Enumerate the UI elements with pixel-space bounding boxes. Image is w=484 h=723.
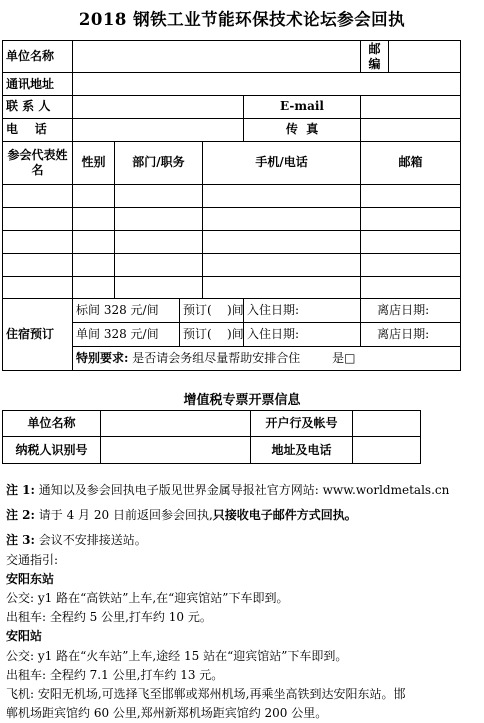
- gender-header: 性别: [73, 141, 115, 185]
- invoice-heading: 增值税专票开票信息: [183, 393, 301, 408]
- single-room-reserve[interactable]: 预订( )间: [180, 323, 244, 347]
- unit-name-label: 单位名称: [3, 41, 73, 73]
- standard-room-label: 标间 328 元/间: [73, 299, 180, 323]
- mobile-header: 手机/电话: [203, 141, 361, 185]
- dept-header: 部门/职务: [115, 141, 203, 185]
- special-label: 特别要求:: [76, 351, 129, 366]
- invoice-addr-label: 地址及电话: [251, 437, 353, 464]
- standard-room-checkout[interactable]: 离店日期:: [361, 299, 461, 323]
- invoice-taxid-field[interactable]: [101, 437, 251, 464]
- attendee-row[interactable]: [3, 276, 461, 299]
- note-3-text: 会议不安排接送站。: [38, 533, 147, 548]
- unit-name-field[interactable]: [73, 41, 361, 73]
- invoice-taxid-label: 纳税人识别号: [3, 437, 101, 464]
- invoice-bank-label: 开户行及帐号: [251, 411, 353, 437]
- station-1-bus: 公交: y1 路在“高铁站”上车,在“迎宾馆站”下车即到。: [6, 591, 289, 606]
- note-1-label: 注 1:: [6, 483, 35, 497]
- email-label: E-mail: [244, 95, 361, 118]
- transport-heading: 交通指引:: [6, 552, 59, 567]
- note-2-text: 请于 4 月 20 日前返回参会回执,: [38, 508, 213, 523]
- special-request: [73, 347, 461, 371]
- attendee-row[interactable]: [3, 185, 461, 208]
- postcode-label: 邮 编: [361, 41, 389, 73]
- note-3: [6, 531, 482, 550]
- row-phone: [3, 118, 461, 141]
- registration-form-table: [2, 40, 461, 371]
- invoice-bank-field[interactable]: [353, 411, 421, 437]
- fax-label: 传 真: [244, 118, 361, 141]
- invoice-unit-field[interactable]: [101, 411, 251, 437]
- invoice-table: [2, 410, 421, 464]
- attendee-row[interactable]: [3, 230, 461, 253]
- special-text: 是否请会务组尽量帮助安排合住: [132, 351, 301, 366]
- note-1-text: 通知以及参会回执电子版见世界金属导报社官方网站: www.worldmetals.cn: [38, 483, 450, 497]
- rep-name-header: 参会代表姓名: [3, 141, 73, 185]
- note-1: [6, 481, 482, 500]
- phone-label: 电 话: [3, 118, 73, 141]
- note-2: [6, 506, 482, 525]
- standard-room-reserve[interactable]: 预订( )间: [180, 299, 244, 323]
- single-room-checkout[interactable]: 离店日期:: [361, 323, 461, 347]
- note-2-emphasis: 只接收电子邮件方式回执。: [212, 508, 357, 523]
- address-field[interactable]: [73, 73, 461, 96]
- page-title: 2018 钢铁工业节能环保技术论坛参会回执: [78, 10, 406, 29]
- single-room-label: 单间 328 元/间: [73, 323, 180, 347]
- row-address: [3, 73, 461, 96]
- attendee-row[interactable]: [3, 208, 461, 231]
- station-anyang-east: 安阳东站: [6, 571, 55, 586]
- row-contact: [3, 95, 461, 118]
- row-standard-room: [3, 299, 461, 323]
- yes-checkbox[interactable]: 是□: [332, 351, 356, 366]
- email-field[interactable]: [361, 95, 461, 118]
- invoice-addr-field[interactable]: [353, 437, 421, 464]
- note-3-label: 注 3:: [6, 533, 35, 548]
- postcode-field[interactable]: [389, 41, 461, 73]
- station-anyang: 安阳站: [6, 629, 43, 644]
- invoice-unit-label: 单位名称: [3, 411, 101, 437]
- station-2-bus: 公交: y1 路在“火车站”上车,途经 15 站在“迎宾馆站”下车即到。: [6, 648, 348, 663]
- plane-info-2: 郸机场距宾馆约 60 公里,郑州新郑机场距宾馆约 200 公里。: [6, 706, 328, 721]
- fax-field[interactable]: [361, 118, 461, 141]
- plane-info-1: 飞机: 安阳无机场,可选择飞至邯郸或郑州机场,再乘坐高铁到达安阳东站。邯: [6, 687, 406, 702]
- attendee-row[interactable]: [3, 253, 461, 276]
- row-attendee-header: [3, 141, 461, 185]
- mailbox-header: 邮箱: [361, 141, 461, 185]
- standard-room-checkin[interactable]: 入住日期:: [244, 299, 361, 323]
- single-room-checkin[interactable]: 入住日期:: [244, 323, 361, 347]
- phone-field[interactable]: [73, 118, 244, 141]
- lodging-label: 住宿预订: [3, 299, 73, 371]
- row-unit: [3, 41, 461, 73]
- notes-section: [6, 481, 482, 723]
- address-label: 通讯地址: [3, 73, 73, 96]
- contact-label: 联 系 人: [3, 95, 73, 118]
- station-2-taxi: 出租车: 全程约 7.1 公里,打车约 13 元。: [6, 667, 224, 682]
- contact-field[interactable]: [73, 95, 244, 118]
- station-1-taxi: 出租车: 全程约 5 公里,打车约 10 元。: [6, 610, 212, 625]
- note-2-label: 注 2:: [6, 508, 35, 523]
